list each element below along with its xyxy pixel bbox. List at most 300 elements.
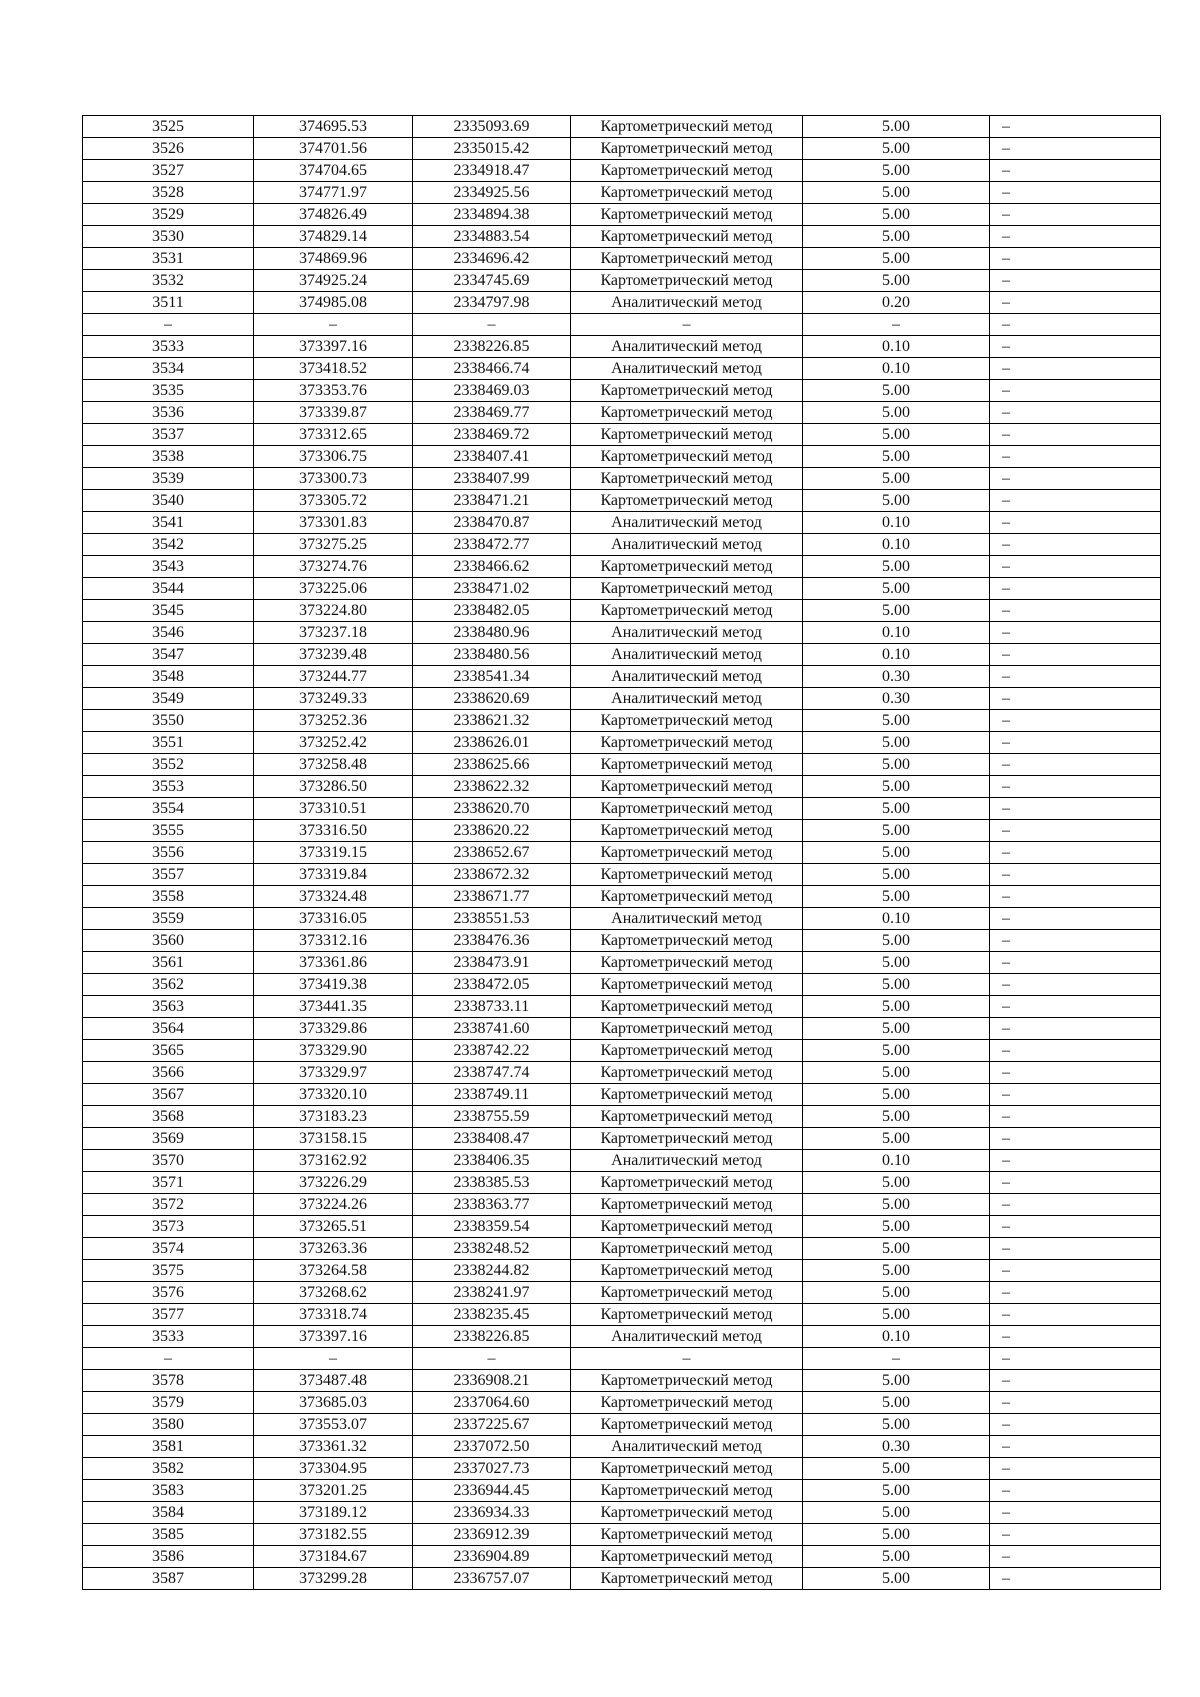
note-cell: –: [990, 930, 1161, 952]
point-number-cell: 3545: [83, 600, 254, 622]
table-row: [83, 688, 1161, 710]
method-cell: Аналитический метод: [571, 1150, 803, 1172]
table-row: [83, 1172, 1161, 1194]
point-number-cell: 3577: [83, 1304, 254, 1326]
table-row: [83, 1040, 1161, 1062]
method-cell: Картометрический метод: [571, 1260, 803, 1282]
x-coordinate-cell: 373286.50: [254, 776, 413, 798]
note-cell: –: [990, 1304, 1161, 1326]
method-cell: Аналитический метод: [571, 666, 803, 688]
y-coordinate-cell: 2338471.02: [413, 578, 571, 600]
x-coordinate-cell: 373264.58: [254, 1260, 413, 1282]
point-number-cell: 3554: [83, 798, 254, 820]
y-coordinate-cell: 2338407.41: [413, 446, 571, 468]
table-row: [83, 1282, 1161, 1304]
y-coordinate-cell: 2338671.77: [413, 886, 571, 908]
point-number-cell: 3557: [83, 864, 254, 886]
x-coordinate-cell: 373226.29: [254, 1172, 413, 1194]
table-row: [83, 1084, 1161, 1106]
accuracy-cell: 0.10: [803, 534, 990, 556]
point-number-cell: 3561: [83, 952, 254, 974]
method-cell: Картометрический метод: [571, 1216, 803, 1238]
table-row: [83, 798, 1161, 820]
y-coordinate-cell: 2338466.62: [413, 556, 571, 578]
point-number-cell: 3585: [83, 1524, 254, 1546]
note-cell: –: [990, 1062, 1161, 1084]
point-number-cell: 3575: [83, 1260, 254, 1282]
method-cell: Картометрический метод: [571, 402, 803, 424]
point-number-cell: 3586: [83, 1546, 254, 1568]
accuracy-cell: 5.00: [803, 556, 990, 578]
x-coordinate-cell: 373265.51: [254, 1216, 413, 1238]
method-cell: Картометрический метод: [571, 446, 803, 468]
note-cell: –: [990, 864, 1161, 886]
y-coordinate-cell: 2338248.52: [413, 1238, 571, 1260]
point-number-cell: 3552: [83, 754, 254, 776]
y-coordinate-cell: 2336908.21: [413, 1370, 571, 1392]
table-row: [83, 1546, 1161, 1568]
x-coordinate-cell: 373397.16: [254, 1326, 413, 1348]
y-coordinate-cell: 2337027.73: [413, 1458, 571, 1480]
method-cell: Картометрический метод: [571, 754, 803, 776]
table-row: [83, 1062, 1161, 1084]
note-cell: –: [990, 710, 1161, 732]
accuracy-cell: 0.10: [803, 358, 990, 380]
table-row: [83, 1018, 1161, 1040]
y-coordinate-cell: 2338385.53: [413, 1172, 571, 1194]
accuracy-cell: 0.10: [803, 622, 990, 644]
accuracy-cell: 5.00: [803, 402, 990, 424]
method-cell: Аналитический метод: [571, 512, 803, 534]
accuracy-cell: 5.00: [803, 710, 990, 732]
method-cell: Картометрический метод: [571, 1238, 803, 1260]
x-coordinate-cell: 373324.48: [254, 886, 413, 908]
table-row: [83, 622, 1161, 644]
y-coordinate-cell: 2338363.77: [413, 1194, 571, 1216]
note-cell: –: [990, 578, 1161, 600]
method-cell: Картометрический метод: [571, 424, 803, 446]
y-coordinate-cell: 2338469.03: [413, 380, 571, 402]
x-coordinate-cell: 373319.84: [254, 864, 413, 886]
y-coordinate-cell: 2334883.54: [413, 226, 571, 248]
y-coordinate-cell: 2336757.07: [413, 1568, 571, 1590]
y-coordinate-cell: 2336904.89: [413, 1546, 571, 1568]
method-cell: Картометрический метод: [571, 1546, 803, 1568]
point-number-cell: 3546: [83, 622, 254, 644]
table-row: [83, 864, 1161, 886]
method-cell: Картометрический метод: [571, 490, 803, 512]
x-coordinate-cell: 373304.95: [254, 1458, 413, 1480]
accuracy-cell: 5.00: [803, 1172, 990, 1194]
table-row: [83, 358, 1161, 380]
table-row: [83, 116, 1161, 138]
note-cell: –: [990, 1084, 1161, 1106]
coordinates-table-body: [83, 116, 1161, 1590]
x-coordinate-cell: 373329.90: [254, 1040, 413, 1062]
y-coordinate-cell: 2338226.85: [413, 336, 571, 358]
y-coordinate-cell: 2338241.97: [413, 1282, 571, 1304]
x-coordinate-cell: 373268.62: [254, 1282, 413, 1304]
accuracy-cell: 5.00: [803, 424, 990, 446]
note-cell: –: [990, 1326, 1161, 1348]
x-coordinate-cell: 373353.76: [254, 380, 413, 402]
table-row: [83, 336, 1161, 358]
x-coordinate-cell: 373316.05: [254, 908, 413, 930]
note-cell: –: [990, 380, 1161, 402]
table-row: [83, 1348, 1161, 1370]
x-coordinate-cell: 373300.73: [254, 468, 413, 490]
point-number-cell: 3568: [83, 1106, 254, 1128]
table-row: [83, 644, 1161, 666]
y-coordinate-cell: 2338473.91: [413, 952, 571, 974]
accuracy-cell: 5.00: [803, 468, 990, 490]
table-row: [83, 600, 1161, 622]
table-row: [83, 204, 1161, 226]
accuracy-cell: 5.00: [803, 138, 990, 160]
point-number-cell: 3532: [83, 270, 254, 292]
x-coordinate-cell: 373306.75: [254, 446, 413, 468]
y-coordinate-cell: –: [413, 1348, 571, 1370]
accuracy-cell: 5.00: [803, 930, 990, 952]
point-number-cell: 3525: [83, 116, 254, 138]
y-coordinate-cell: 2337225.67: [413, 1414, 571, 1436]
note-cell: –: [990, 1348, 1161, 1370]
point-number-cell: 3550: [83, 710, 254, 732]
accuracy-cell: –: [803, 314, 990, 336]
note-cell: –: [990, 952, 1161, 974]
note-cell: –: [990, 182, 1161, 204]
x-coordinate-cell: 374704.65: [254, 160, 413, 182]
y-coordinate-cell: 2338235.45: [413, 1304, 571, 1326]
method-cell: Картометрический метод: [571, 1172, 803, 1194]
note-cell: –: [990, 1040, 1161, 1062]
note-cell: –: [990, 1128, 1161, 1150]
y-coordinate-cell: 2336934.33: [413, 1502, 571, 1524]
table-row: [83, 1370, 1161, 1392]
x-coordinate-cell: 373189.12: [254, 1502, 413, 1524]
table-row: [83, 908, 1161, 930]
point-number-cell: 3535: [83, 380, 254, 402]
table-row: [83, 754, 1161, 776]
point-number-cell: 3547: [83, 644, 254, 666]
accuracy-cell: 5.00: [803, 1568, 990, 1590]
method-cell: Картометрический метод: [571, 248, 803, 270]
x-coordinate-cell: 373275.25: [254, 534, 413, 556]
accuracy-cell: 5.00: [803, 1040, 990, 1062]
point-number-cell: 3579: [83, 1392, 254, 1414]
note-cell: –: [990, 622, 1161, 644]
accuracy-cell: 5.00: [803, 160, 990, 182]
x-coordinate-cell: 374869.96: [254, 248, 413, 270]
note-cell: –: [990, 908, 1161, 930]
accuracy-cell: 5.00: [803, 842, 990, 864]
x-coordinate-cell: 374985.08: [254, 292, 413, 314]
note-cell: –: [990, 1392, 1161, 1414]
note-cell: –: [990, 336, 1161, 358]
x-coordinate-cell: 373318.74: [254, 1304, 413, 1326]
point-number-cell: 3511: [83, 292, 254, 314]
table-row: [83, 446, 1161, 468]
point-number-cell: 3558: [83, 886, 254, 908]
table-row: [83, 710, 1161, 732]
x-coordinate-cell: –: [254, 1348, 413, 1370]
point-number-cell: 3584: [83, 1502, 254, 1524]
accuracy-cell: 5.00: [803, 886, 990, 908]
y-coordinate-cell: 2338742.22: [413, 1040, 571, 1062]
note-cell: –: [990, 138, 1161, 160]
table-row: [83, 556, 1161, 578]
x-coordinate-cell: 373252.36: [254, 710, 413, 732]
x-coordinate-cell: 373224.80: [254, 600, 413, 622]
accuracy-cell: 5.00: [803, 1546, 990, 1568]
point-number-cell: 3576: [83, 1282, 254, 1304]
note-cell: –: [990, 1106, 1161, 1128]
accuracy-cell: 5.00: [803, 380, 990, 402]
method-cell: Картометрический метод: [571, 1480, 803, 1502]
method-cell: Картометрический метод: [571, 1194, 803, 1216]
method-cell: Картометрический метод: [571, 1128, 803, 1150]
method-cell: Картометрический метод: [571, 1282, 803, 1304]
x-coordinate-cell: 373553.07: [254, 1414, 413, 1436]
note-cell: –: [990, 226, 1161, 248]
x-coordinate-cell: 373361.86: [254, 952, 413, 974]
note-cell: –: [990, 1216, 1161, 1238]
accuracy-cell: 0.30: [803, 688, 990, 710]
table-row: [83, 1458, 1161, 1480]
y-coordinate-cell: –: [413, 314, 571, 336]
table-row: [83, 842, 1161, 864]
table-row: [83, 380, 1161, 402]
table-row: [83, 1304, 1161, 1326]
table-row: [83, 776, 1161, 798]
method-cell: Аналитический метод: [571, 358, 803, 380]
x-coordinate-cell: 373419.38: [254, 974, 413, 996]
accuracy-cell: 5.00: [803, 1106, 990, 1128]
accuracy-cell: 5.00: [803, 1370, 990, 1392]
accuracy-cell: 5.00: [803, 1128, 990, 1150]
x-coordinate-cell: 374829.14: [254, 226, 413, 248]
method-cell: Картометрический метод: [571, 160, 803, 182]
accuracy-cell: 5.00: [803, 776, 990, 798]
note-cell: –: [990, 446, 1161, 468]
note-cell: –: [990, 1546, 1161, 1568]
y-coordinate-cell: 2337072.50: [413, 1436, 571, 1458]
y-coordinate-cell: 2338359.54: [413, 1216, 571, 1238]
note-cell: –: [990, 248, 1161, 270]
x-coordinate-cell: 373305.72: [254, 490, 413, 512]
method-cell: Картометрический метод: [571, 820, 803, 842]
table-row: [83, 490, 1161, 512]
note-cell: –: [990, 116, 1161, 138]
table-row: [83, 1150, 1161, 1172]
x-coordinate-cell: 373397.16: [254, 336, 413, 358]
method-cell: Картометрический метод: [571, 1502, 803, 1524]
accuracy-cell: 5.00: [803, 1084, 990, 1106]
method-cell: Аналитический метод: [571, 1436, 803, 1458]
accuracy-cell: 0.10: [803, 512, 990, 534]
method-cell: Картометрический метод: [571, 974, 803, 996]
note-cell: –: [990, 974, 1161, 996]
point-number-cell: 3551: [83, 732, 254, 754]
note-cell: –: [990, 842, 1161, 864]
point-number-cell: 3563: [83, 996, 254, 1018]
method-cell: –: [571, 1348, 803, 1370]
y-coordinate-cell: 2338755.59: [413, 1106, 571, 1128]
accuracy-cell: 5.00: [803, 1062, 990, 1084]
accuracy-cell: 0.10: [803, 1326, 990, 1348]
note-cell: –: [990, 314, 1161, 336]
note-cell: –: [990, 270, 1161, 292]
x-coordinate-cell: 374695.53: [254, 116, 413, 138]
accuracy-cell: 5.00: [803, 1282, 990, 1304]
table-row: [83, 1524, 1161, 1546]
table-row: [83, 226, 1161, 248]
x-coordinate-cell: 373301.83: [254, 512, 413, 534]
x-coordinate-cell: 373239.48: [254, 644, 413, 666]
method-cell: Картометрический метод: [571, 270, 803, 292]
x-coordinate-cell: 373418.52: [254, 358, 413, 380]
method-cell: Аналитический метод: [571, 336, 803, 358]
note-cell: –: [990, 644, 1161, 666]
note-cell: –: [990, 1502, 1161, 1524]
y-coordinate-cell: 2338672.32: [413, 864, 571, 886]
point-number-cell: 3537: [83, 424, 254, 446]
method-cell: Картометрический метод: [571, 996, 803, 1018]
point-number-cell: 3536: [83, 402, 254, 424]
coordinates-table: [82, 115, 1161, 1590]
note-cell: –: [990, 732, 1161, 754]
y-coordinate-cell: 2334696.42: [413, 248, 571, 270]
y-coordinate-cell: 2335093.69: [413, 116, 571, 138]
accuracy-cell: 0.10: [803, 1150, 990, 1172]
y-coordinate-cell: 2338741.60: [413, 1018, 571, 1040]
accuracy-cell: 5.00: [803, 1216, 990, 1238]
x-coordinate-cell: 373158.15: [254, 1128, 413, 1150]
table-row: [83, 996, 1161, 1018]
point-number-cell: 3538: [83, 446, 254, 468]
method-cell: Аналитический метод: [571, 908, 803, 930]
point-number-cell: 3583: [83, 1480, 254, 1502]
table-row: [83, 1414, 1161, 1436]
point-number-cell: 3565: [83, 1040, 254, 1062]
accuracy-cell: 5.00: [803, 864, 990, 886]
y-coordinate-cell: 2338472.77: [413, 534, 571, 556]
accuracy-cell: 0.30: [803, 1436, 990, 1458]
table-row: [83, 1194, 1161, 1216]
table-row: [83, 292, 1161, 314]
x-coordinate-cell: 373224.26: [254, 1194, 413, 1216]
note-cell: –: [990, 1568, 1161, 1590]
y-coordinate-cell: 2338747.74: [413, 1062, 571, 1084]
x-coordinate-cell: 373329.97: [254, 1062, 413, 1084]
table-row: [83, 402, 1161, 424]
table-row: [83, 974, 1161, 996]
note-cell: –: [990, 1436, 1161, 1458]
method-cell: Картометрический метод: [571, 952, 803, 974]
table-row: [83, 952, 1161, 974]
accuracy-cell: 5.00: [803, 1238, 990, 1260]
method-cell: Картометрический метод: [571, 886, 803, 908]
accuracy-cell: 5.00: [803, 226, 990, 248]
accuracy-cell: 5.00: [803, 1502, 990, 1524]
method-cell: Картометрический метод: [571, 226, 803, 248]
method-cell: Картометрический метод: [571, 182, 803, 204]
note-cell: –: [990, 204, 1161, 226]
x-coordinate-cell: 373201.25: [254, 1480, 413, 1502]
table-row: [83, 886, 1161, 908]
x-coordinate-cell: 373441.35: [254, 996, 413, 1018]
note-cell: –: [990, 600, 1161, 622]
x-coordinate-cell: 374826.49: [254, 204, 413, 226]
x-coordinate-cell: 373310.51: [254, 798, 413, 820]
method-cell: Картометрический метод: [571, 1040, 803, 1062]
y-coordinate-cell: 2338620.69: [413, 688, 571, 710]
accuracy-cell: 5.00: [803, 1194, 990, 1216]
point-number-cell: 3543: [83, 556, 254, 578]
accuracy-cell: 5.00: [803, 798, 990, 820]
note-cell: –: [990, 688, 1161, 710]
y-coordinate-cell: 2337064.60: [413, 1392, 571, 1414]
accuracy-cell: 5.00: [803, 182, 990, 204]
x-coordinate-cell: 373274.76: [254, 556, 413, 578]
method-cell: Картометрический метод: [571, 1084, 803, 1106]
table-row: [83, 930, 1161, 952]
accuracy-cell: 5.00: [803, 1524, 990, 1546]
accuracy-cell: 5.00: [803, 820, 990, 842]
point-number-cell: 3570: [83, 1150, 254, 1172]
method-cell: Картометрический метод: [571, 930, 803, 952]
table-row: [83, 138, 1161, 160]
table-row: [83, 1260, 1161, 1282]
table-row: [83, 468, 1161, 490]
x-coordinate-cell: 373263.36: [254, 1238, 413, 1260]
accuracy-cell: 0.20: [803, 292, 990, 314]
method-cell: Картометрический метод: [571, 468, 803, 490]
y-coordinate-cell: 2338622.32: [413, 776, 571, 798]
note-cell: –: [990, 1414, 1161, 1436]
table-row: [83, 820, 1161, 842]
y-coordinate-cell: 2338407.99: [413, 468, 571, 490]
note-cell: –: [990, 798, 1161, 820]
table-row: [83, 666, 1161, 688]
method-cell: Аналитический метод: [571, 688, 803, 710]
y-coordinate-cell: 2335015.42: [413, 138, 571, 160]
x-coordinate-cell: 373316.50: [254, 820, 413, 842]
note-cell: –: [990, 754, 1161, 776]
method-cell: Картометрический метод: [571, 776, 803, 798]
note-cell: –: [990, 1172, 1161, 1194]
y-coordinate-cell: 2338469.77: [413, 402, 571, 424]
y-coordinate-cell: 2338652.67: [413, 842, 571, 864]
table-row: [83, 732, 1161, 754]
point-number-cell: 3587: [83, 1568, 254, 1590]
y-coordinate-cell: 2338406.35: [413, 1150, 571, 1172]
note-cell: –: [990, 1150, 1161, 1172]
point-number-cell: 3542: [83, 534, 254, 556]
point-number-cell: 3530: [83, 226, 254, 248]
table-row: [83, 512, 1161, 534]
accuracy-cell: 0.10: [803, 644, 990, 666]
note-cell: –: [990, 358, 1161, 380]
point-number-cell: 3560: [83, 930, 254, 952]
point-number-cell: 3526: [83, 138, 254, 160]
accuracy-cell: 5.00: [803, 1392, 990, 1414]
method-cell: Аналитический метод: [571, 644, 803, 666]
method-cell: Аналитический метод: [571, 292, 803, 314]
accuracy-cell: 5.00: [803, 732, 990, 754]
method-cell: Картометрический метод: [571, 1458, 803, 1480]
method-cell: Картометрический метод: [571, 1018, 803, 1040]
